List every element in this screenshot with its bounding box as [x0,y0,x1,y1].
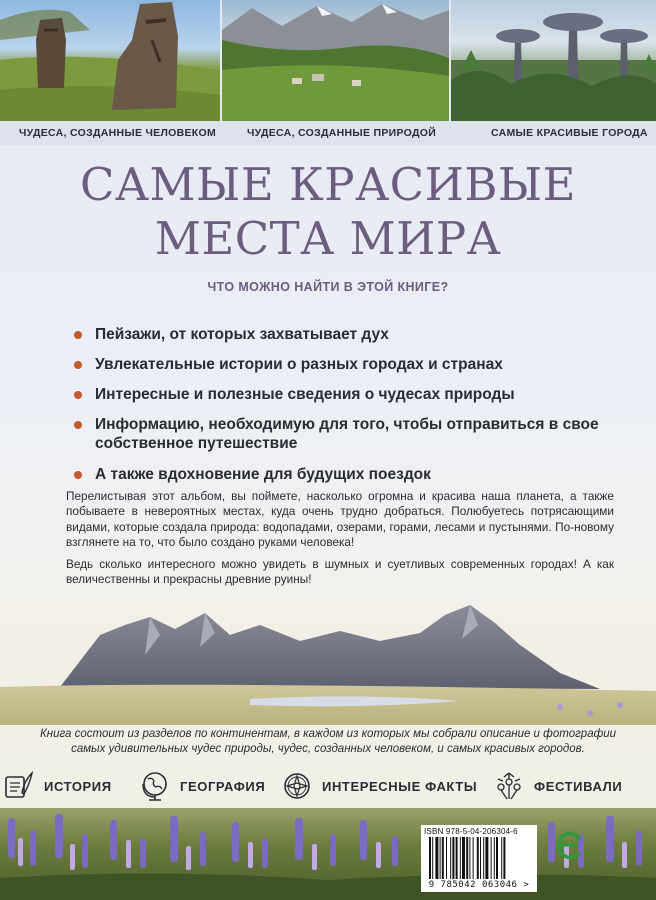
bullet-item: Информацию, необходимую для того, чтобы отправиться в свое собственное путешествие [74,415,635,453]
rubric-interesting-facts [280,768,477,804]
bullet-item: Пейзажи, от которых захватывает дух [74,325,634,344]
caption-man-made-wonders: ЧУДЕСА, СОЗДАННЫЕ ЧЕЛОВЕКОМ [19,127,217,139]
photo-alpine-valley [222,0,448,121]
book-structure-note [0,727,656,757]
rubric-label: ИСТОРИЯ [44,778,112,794]
book-note-line-2: самых удивительных чудес природы, чудес, созданных человеком, и самых красивых городов. [71,743,585,755]
rubric-label: ГЕОГРАФИЯ [180,778,266,794]
caption-beautiful-cities: САМЫЕ КРАСИВЫЕ ГОРОДА [491,127,648,139]
isbn-number: ISBN 978-5-04-206304-6 [424,827,518,836]
publisher-logo [557,830,583,860]
book-note-line-1: Книга состоит из разделов по континентам, в каждом из которых мы собрали описание и фотографии [40,728,616,740]
rubric-row [0,768,656,804]
scroll-quill-icon [2,769,36,803]
bullet-item: Интересные и полезные сведения о чудесах природы [74,385,634,404]
bullet-item: А также вдохновение для будущих поездок [74,465,634,484]
fireworks-icon [492,769,526,803]
globe-icon [138,769,172,803]
section-captions [0,121,656,145]
barcode-bars [429,837,529,879]
rubric-festivals [492,768,622,804]
book-title [0,158,656,266]
description-paragraph-1: Перелистывая этот альбом, вы поймете, насколько огромна и красива наша планета, а также побываете в невероятных местах, куда очень трудно добраться. Полюбуетесь потрясающими видами, которые создала природа: водопадами, озерами, горами, лесами и пустынями. По-новому взглянете на то, что было создано руками человека! [66,489,614,550]
bullet-item: Увлекательные истории о разных городах и странах [74,355,634,374]
compass-icon [280,769,314,803]
photo-moai-statues [0,0,220,121]
rubric-history [2,768,112,804]
book-title-line-1: САМЫЕ КРАСИВЫЕ [79,158,577,211]
contents-question: ЧТО МОЖНО НАЙТИ В ЭТОЙ КНИГЕ? [207,280,449,294]
barcode [421,825,537,892]
description-paragraph-2: Ведь сколько интересного можно увидеть в шумных и суетливых современных городах! А как величественны и прекрасны древние руины! [66,557,614,587]
photo-supertree-grove [451,0,656,121]
feature-bullet-list [74,325,634,495]
top-photo-strip [0,0,656,121]
caption-natural-wonders: ЧУДЕСА, СОЗДАННЫЕ ПРИРОДОЙ [247,127,437,139]
book-title-line-2: МЕСТА МИРА [154,212,502,265]
mountain-landscape-image [0,595,656,725]
barcode-digits: 9 785042 063046 > [428,880,530,890]
rubric-geography [138,768,265,804]
rubric-label: ФЕСТИВАЛИ [534,778,623,794]
rubric-label: ИНТЕРЕСНЫЕ ФАКТЫ [322,778,478,794]
